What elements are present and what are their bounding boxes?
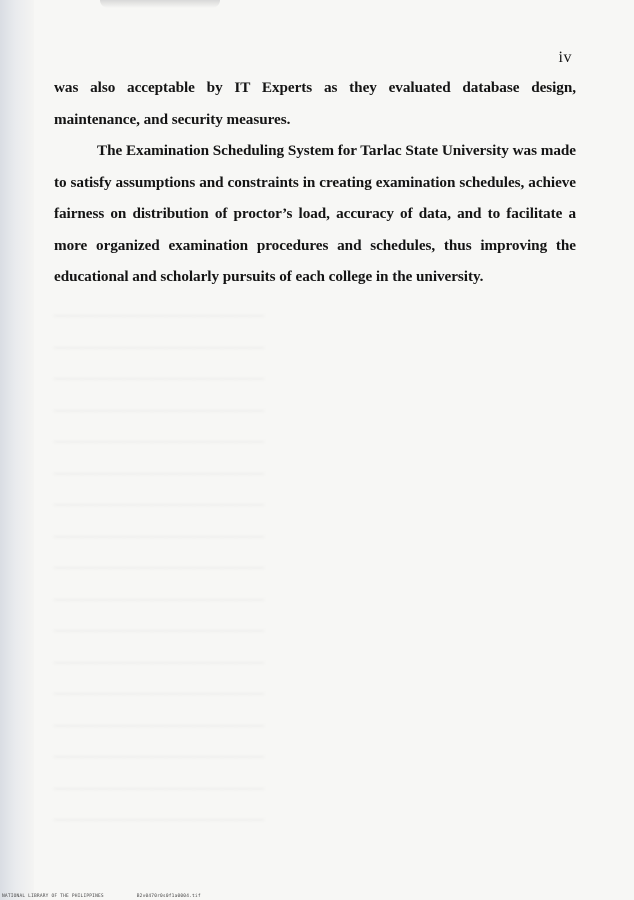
scan-smudge bbox=[100, 0, 220, 8]
bleed-through-text: ——————————————— ——————————————— ——————————————— ——————————————— ——————————————— ——————————————— ——————————————— ——————————————— ——————————————— ——————————————— ——————————————— ——————————————— ——————————————— ——————————————— ——————————————— ——————————————— ——————————————— bbox=[54, 308, 264, 827]
scan-page-edge bbox=[0, 0, 34, 900]
footer-file-code: B2v0470r0s0f1a0004.tif bbox=[136, 894, 201, 899]
page-number: iv bbox=[558, 49, 572, 66]
scan-footer-stamp bbox=[2, 894, 201, 899]
paragraph-continuation: was also acceptable by IT Experts as they evaluated database design, maintenance, and security measures. bbox=[54, 79, 576, 128]
document-body bbox=[54, 72, 576, 293]
paragraph-summary: The Examination Scheduling System for Tarlac State University was made to satisfy assumptions and constraints in creating examination schedules, achieve fairness on distribution of proctor’s load, accuracy of data, and to facilitate a more organized examination procedures and schedules, thus improving the educational and scholarly pursuits of each college in the university. bbox=[54, 142, 576, 285]
footer-library-name: NATIONAL LIBRARY OF THE PHILIPPINES bbox=[2, 894, 104, 899]
